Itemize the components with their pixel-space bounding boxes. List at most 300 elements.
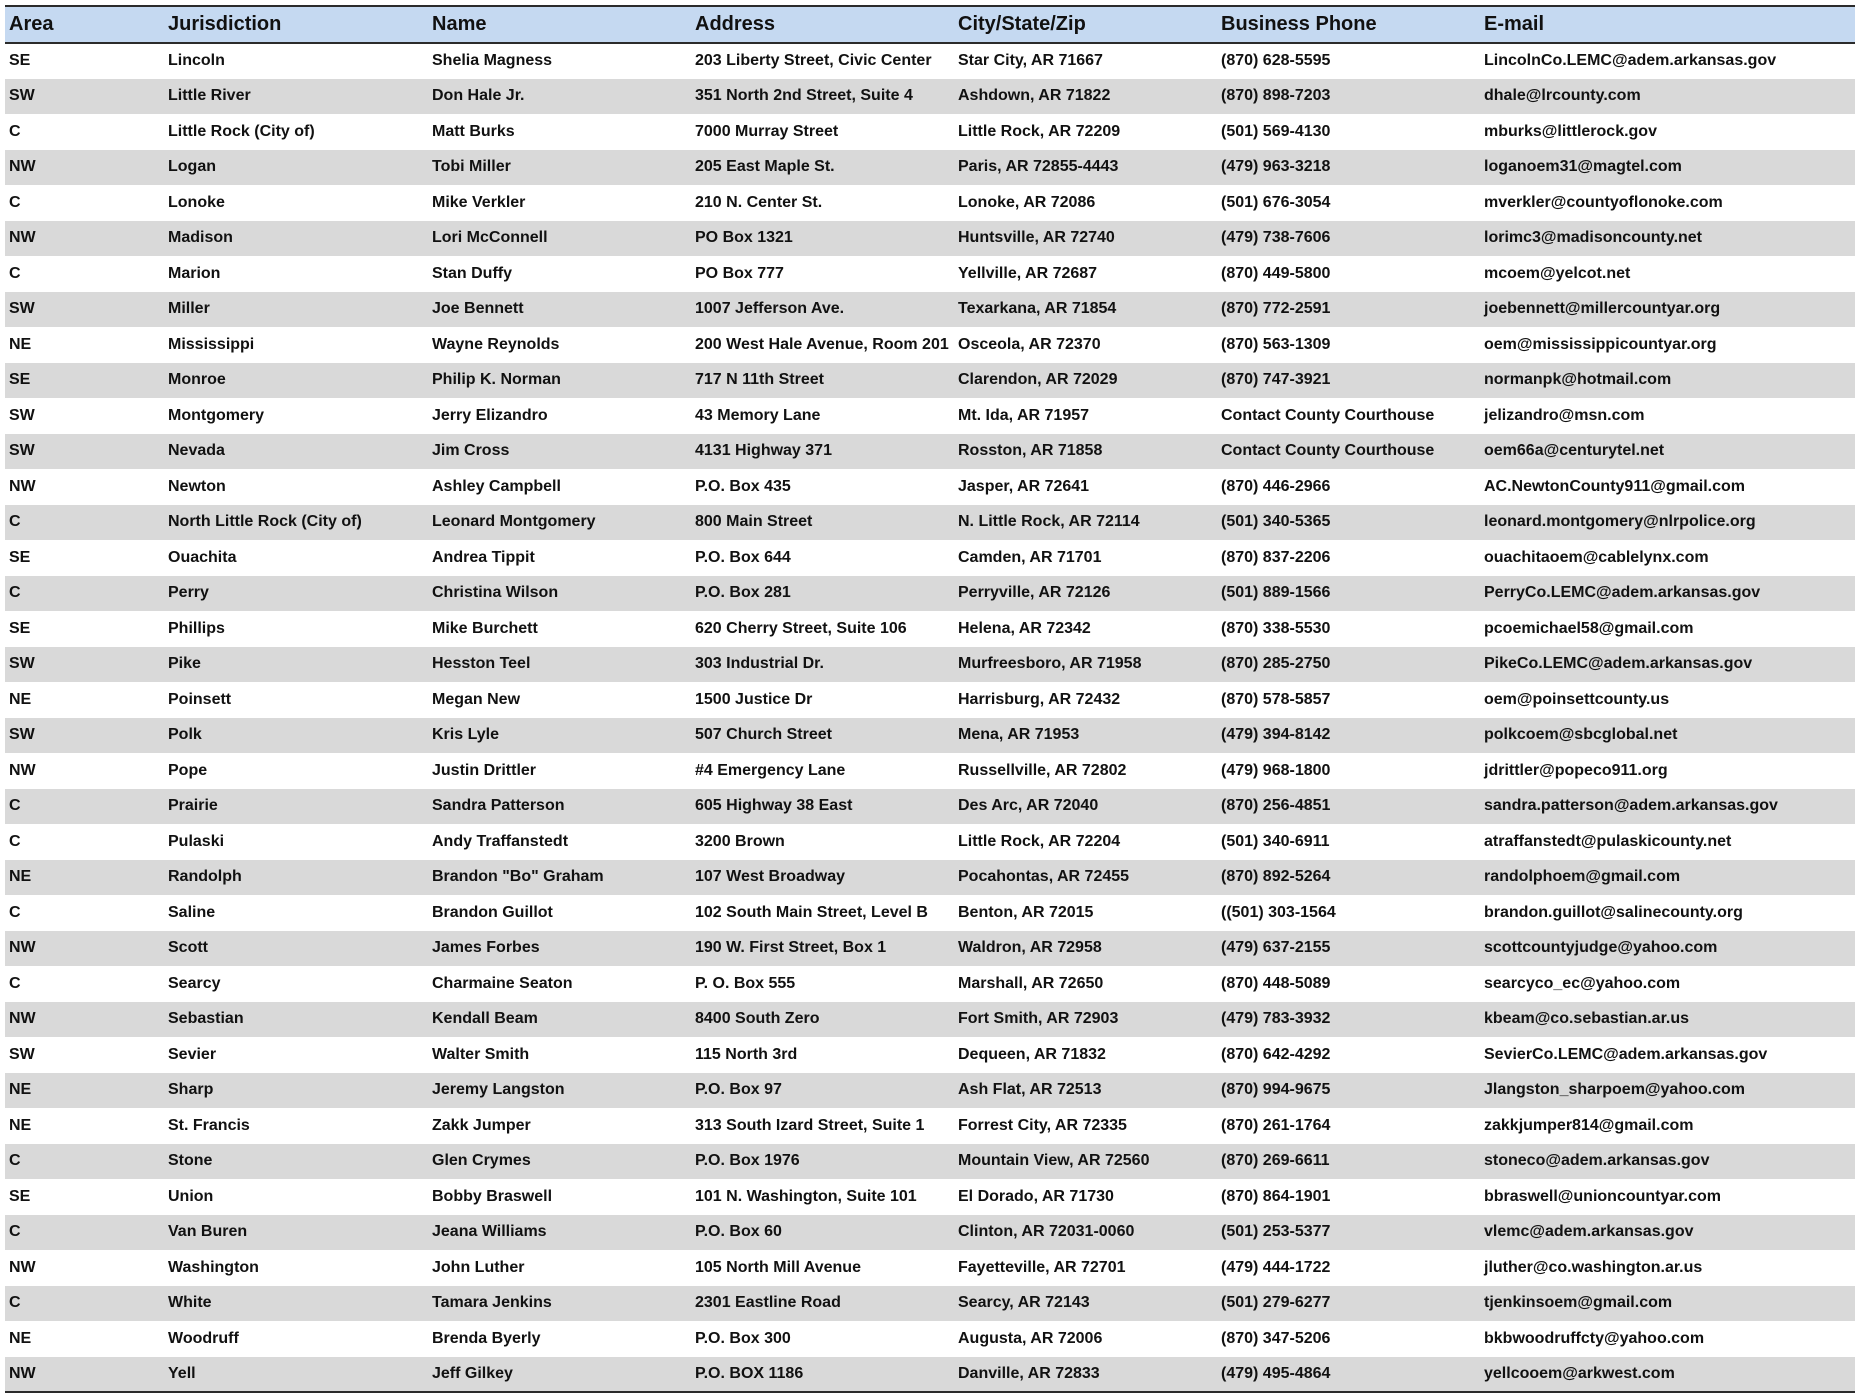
contact-directory-sheet xyxy=(5,5,1855,1393)
table-row xyxy=(5,611,1855,647)
cell-city-state-zip: Fort Smith, AR 72903 xyxy=(958,1010,1119,1028)
cell-name: Justin Drittler xyxy=(432,761,537,779)
cell-name: Andrea Tippit xyxy=(432,548,535,566)
header-business-phone: Business Phone xyxy=(1217,6,1480,43)
cell-email: dhale@lrcounty.com xyxy=(1484,87,1641,105)
table-row xyxy=(5,576,1855,612)
cell-jurisdiction: Washington xyxy=(168,1258,259,1276)
cell-business-phone: (870) 578-5857 xyxy=(1221,690,1331,708)
cell-business-phone: (501) 889-1566 xyxy=(1221,584,1331,602)
cell-name: Megan New xyxy=(432,690,521,708)
cell-jurisdiction: Little River xyxy=(168,87,251,105)
cell-area: SE xyxy=(9,52,31,70)
cell-city-state-zip: Danville, AR 72833 xyxy=(954,1357,1217,1393)
cell-area: C xyxy=(9,513,21,531)
cell-jurisdiction: Ouachita xyxy=(168,548,237,566)
cell-city-state-zip: Lonoke, AR 72086 xyxy=(958,193,1096,211)
cell-address: P.O. Box 281 xyxy=(695,584,791,602)
cell-area: NE xyxy=(9,868,32,886)
cell-business-phone: (870) 446-2966 xyxy=(1221,477,1331,495)
cell-address: PO Box 777 xyxy=(695,264,784,282)
cell-address: 351 North 2nd Street, Suite 4 xyxy=(695,87,913,105)
cell-business-phone: (501) 676-3054 xyxy=(1221,193,1331,211)
cell-jurisdiction: Logan xyxy=(168,158,216,176)
cell-area: SE xyxy=(9,1187,31,1205)
cell-jurisdiction: Sevier xyxy=(168,1045,217,1063)
cell-business-phone: (870) 642-4292 xyxy=(1221,1045,1331,1063)
cell-address: P.O. Box 300 xyxy=(695,1329,791,1347)
cell-email: jdrittler@popeco911.org xyxy=(1484,761,1668,779)
header-name: Name xyxy=(428,6,691,43)
cell-jurisdiction: Poinsett xyxy=(168,690,232,708)
cell-area: NW xyxy=(9,939,36,957)
cell-address: 190 W. First Street, Box 1 xyxy=(695,939,887,957)
cell-jurisdiction: Nevada xyxy=(168,442,225,460)
header-email: E-mail xyxy=(1480,6,1855,43)
cell-area: SE xyxy=(9,619,31,637)
cell-area: NW xyxy=(9,761,36,779)
cell-city-state-zip: Little Rock, AR 72204 xyxy=(958,832,1121,850)
cell-address: 313 South Izard Street, Suite 1 xyxy=(695,1116,925,1134)
cell-address: 605 Highway 38 East xyxy=(695,797,853,815)
cell-business-phone: (501) 253-5377 xyxy=(1221,1223,1331,1241)
cell-business-phone: (870) 563-1309 xyxy=(1221,335,1331,353)
cell-city-state-zip: Des Arc, AR 72040 xyxy=(958,797,1099,815)
cell-business-phone: (479) 394-8142 xyxy=(1221,726,1331,744)
cell-business-phone: (479) 495-4864 xyxy=(1217,1357,1480,1393)
cell-address: 507 Church Street xyxy=(695,726,832,744)
table-row xyxy=(5,363,1855,399)
cell-name: James Forbes xyxy=(432,939,540,957)
cell-area: NE xyxy=(9,1329,32,1347)
cell-address: #4 Emergency Lane xyxy=(695,761,846,779)
table-row xyxy=(5,434,1855,470)
cell-city-state-zip: Star City, AR 71667 xyxy=(958,52,1103,70)
cell-address: P. O. Box 555 xyxy=(695,974,796,992)
table-row xyxy=(5,1215,1855,1251)
cell-email: PikeCo.LEMC@adem.arkansas.gov xyxy=(1484,655,1753,673)
cell-area: NE xyxy=(9,335,32,353)
cell-business-phone: (479) 444-1722 xyxy=(1221,1258,1331,1276)
cell-business-phone: (870) 747-3921 xyxy=(1221,371,1331,389)
cell-address: P.O. Box 1976 xyxy=(695,1152,800,1170)
cell-jurisdiction: Sebastian xyxy=(168,1010,244,1028)
table-header xyxy=(5,6,1855,43)
cell-name: Jim Cross xyxy=(432,442,510,460)
table-row xyxy=(5,256,1855,292)
cell-email: jluther@co.washington.ar.us xyxy=(1484,1258,1703,1276)
cell-address: 200 West Hale Avenue, Room 201 xyxy=(695,335,949,353)
cell-name: Kris Lyle xyxy=(432,726,499,744)
cell-area: NW xyxy=(5,1357,164,1393)
cell-name: John Luther xyxy=(432,1258,525,1276)
cell-city-state-zip: Yellville, AR 72687 xyxy=(958,264,1098,282)
cell-city-state-zip: Rosston, AR 71858 xyxy=(958,442,1103,460)
cell-email: atraffanstedt@pulaskicounty.net xyxy=(1484,832,1732,850)
header-area: Area xyxy=(5,6,164,43)
table-row xyxy=(5,966,1855,1002)
cell-business-phone: Contact County Courthouse xyxy=(1221,406,1435,424)
cell-business-phone: (479) 963-3218 xyxy=(1221,158,1331,176)
cell-address: P.O. BOX 1186 xyxy=(691,1357,954,1393)
cell-name: Mike Burchett xyxy=(432,619,538,637)
cell-business-phone: (870) 864-1901 xyxy=(1221,1187,1331,1205)
cell-email: AC.NewtonCounty911@gmail.com xyxy=(1484,477,1745,495)
cell-business-phone: (479) 968-1800 xyxy=(1221,761,1331,779)
cell-area: SW xyxy=(9,300,35,318)
cell-business-phone: (501) 340-6911 xyxy=(1221,832,1330,850)
cell-name: Brandon "Bo" Graham xyxy=(432,868,604,886)
cell-city-state-zip: Mt. Ida, AR 71957 xyxy=(958,406,1090,424)
table-body xyxy=(5,43,1855,1392)
table-row xyxy=(5,860,1855,896)
cell-business-phone: (870) 261-1764 xyxy=(1221,1116,1331,1134)
cell-area: NW xyxy=(9,477,36,495)
cell-business-phone: (870) 449-5800 xyxy=(1221,264,1331,282)
cell-city-state-zip: Pocahontas, AR 72455 xyxy=(958,868,1130,886)
cell-name: Jeff Gilkey xyxy=(428,1357,691,1393)
cell-email: zakkjumper814@gmail.com xyxy=(1484,1116,1694,1134)
cell-area: C xyxy=(9,974,21,992)
cell-jurisdiction: Newton xyxy=(168,477,226,495)
cell-area: C xyxy=(9,122,21,140)
cell-business-phone: (870) 628-5595 xyxy=(1221,52,1331,70)
cell-jurisdiction: Searcy xyxy=(168,974,221,992)
cell-jurisdiction: Lonoke xyxy=(168,193,225,211)
cell-area: SW xyxy=(9,726,35,744)
cell-name: Joe Bennett xyxy=(432,300,524,318)
cell-jurisdiction: Mississippi xyxy=(168,335,255,353)
cell-city-state-zip: Harrisburg, AR 72432 xyxy=(958,690,1121,708)
cell-address: 203 Liberty Street, Civic Center xyxy=(695,52,932,70)
header-address: Address xyxy=(691,6,954,43)
cell-name: Mike Verkler xyxy=(432,193,526,211)
cell-area: C xyxy=(9,264,21,282)
table-row xyxy=(5,150,1855,186)
table-row xyxy=(5,505,1855,541)
cell-email: bkbwoodruffcty@yahoo.com xyxy=(1484,1329,1705,1347)
table-row xyxy=(5,789,1855,825)
cell-name: Philip K. Norman xyxy=(432,371,561,389)
table-row xyxy=(5,824,1855,860)
table-row xyxy=(5,114,1855,150)
cell-city-state-zip: N. Little Rock, AR 72114 xyxy=(958,513,1140,531)
cell-email: leonard.montgomery@nlrpolice.org xyxy=(1484,513,1756,531)
cell-jurisdiction: Monroe xyxy=(168,371,226,389)
cell-jurisdiction: Prairie xyxy=(168,797,218,815)
cell-area: C xyxy=(9,832,21,850)
cell-name: Brandon Guillot xyxy=(432,903,553,921)
cell-city-state-zip: Jasper, AR 72641 xyxy=(958,477,1090,495)
cell-name: Hesston Teel xyxy=(432,655,531,673)
cell-city-state-zip: Fayetteville, AR 72701 xyxy=(958,1258,1126,1276)
cell-address: P.O. Box 644 xyxy=(695,548,791,566)
cell-area: NE xyxy=(9,1081,32,1099)
cell-jurisdiction: St. Francis xyxy=(168,1116,250,1134)
cell-address: 2301 Eastline Road xyxy=(695,1294,841,1312)
cell-business-phone: (870) 347-5206 xyxy=(1221,1329,1331,1347)
cell-business-phone: (870) 892-5264 xyxy=(1221,868,1331,886)
cell-email: mburks@littlerock.gov xyxy=(1484,122,1657,140)
cell-email: pcoemichael58@gmail.com xyxy=(1484,619,1694,637)
cell-city-state-zip: Forrest City, AR 72335 xyxy=(958,1116,1127,1134)
cell-area: C xyxy=(9,1294,21,1312)
cell-jurisdiction: Lincoln xyxy=(168,52,225,70)
table-row xyxy=(5,1108,1855,1144)
cell-name: Christina Wilson xyxy=(432,584,559,602)
cell-email: polkcoem@sbcglobal.net xyxy=(1484,726,1678,744)
table-row xyxy=(5,292,1855,328)
cell-name: Wayne Reynolds xyxy=(432,335,560,353)
cell-jurisdiction: Scott xyxy=(168,939,208,957)
cell-email: mverkler@countyoflonoke.com xyxy=(1484,193,1723,211)
cell-jurisdiction: Pope xyxy=(168,761,208,779)
table-row xyxy=(5,79,1855,115)
cell-city-state-zip: Russellville, AR 72802 xyxy=(958,761,1127,779)
cell-business-phone: ((501) 303-1564 xyxy=(1221,903,1336,921)
cell-area: SE xyxy=(9,371,31,389)
cell-email: oem@mississippicountyar.org xyxy=(1484,335,1717,353)
cell-area: SW xyxy=(9,87,35,105)
cell-email: PerryCo.LEMC@adem.arkansas.gov xyxy=(1484,584,1761,602)
cell-name: Ashley Campbell xyxy=(432,477,561,495)
cell-area: NW xyxy=(9,158,36,176)
cell-area: SW xyxy=(9,1045,35,1063)
table-row xyxy=(5,682,1855,718)
table-row xyxy=(5,185,1855,221)
cell-city-state-zip: Benton, AR 72015 xyxy=(958,903,1094,921)
cell-name: Tamara Jenkins xyxy=(432,1294,552,1312)
cell-area: C xyxy=(9,584,21,602)
table-row xyxy=(5,895,1855,931)
cell-name: Glen Crymes xyxy=(432,1152,531,1170)
cell-city-state-zip: Murfreesboro, AR 71958 xyxy=(958,655,1142,673)
cell-email: joebennett@millercountyar.org xyxy=(1484,300,1721,318)
cell-address: 8400 South Zero xyxy=(695,1010,820,1028)
cell-jurisdiction: White xyxy=(168,1294,212,1312)
cell-city-state-zip: Texarkana, AR 71854 xyxy=(958,300,1117,318)
cell-business-phone: (870) 285-2750 xyxy=(1221,655,1331,673)
table-row xyxy=(5,1144,1855,1180)
cell-jurisdiction: Montgomery xyxy=(168,406,264,424)
table-row xyxy=(5,647,1855,683)
cell-name: Stan Duffy xyxy=(432,264,512,282)
cell-city-state-zip: Ash Flat, AR 72513 xyxy=(958,1081,1102,1099)
cell-area: SW xyxy=(9,406,35,424)
cell-email: loganoem31@magtel.com xyxy=(1484,158,1682,176)
table-row xyxy=(5,1073,1855,1109)
cell-address: 1500 Justice Dr xyxy=(695,690,813,708)
cell-email: oem@poinsettcounty.us xyxy=(1484,690,1670,708)
cell-email: lorimc3@madisoncounty.net xyxy=(1484,229,1703,247)
cell-name: Zakk Jumper xyxy=(432,1116,531,1134)
cell-city-state-zip: Huntsville, AR 72740 xyxy=(958,229,1115,247)
cell-jurisdiction: Phillips xyxy=(168,619,225,637)
cell-city-state-zip: Waldron, AR 72958 xyxy=(958,939,1102,957)
cell-email: tjenkinsoem@gmail.com xyxy=(1484,1294,1673,1312)
cell-jurisdiction: Polk xyxy=(168,726,202,744)
cell-email: brandon.guillot@salinecounty.org xyxy=(1484,903,1743,921)
cell-address: P.O. Box 435 xyxy=(695,477,791,495)
cell-jurisdiction: Stone xyxy=(168,1152,213,1170)
table-row xyxy=(5,469,1855,505)
cell-email: sandra.patterson@adem.arkansas.gov xyxy=(1484,797,1778,815)
cell-email: normanpk@hotmail.com xyxy=(1484,371,1672,389)
cell-area: NE xyxy=(9,690,32,708)
cell-name: Walter Smith xyxy=(432,1045,530,1063)
table-row xyxy=(5,931,1855,967)
cell-jurisdiction: Little Rock (City of) xyxy=(168,122,315,140)
cell-address: 205 East Maple St. xyxy=(695,158,835,176)
cell-business-phone: (479) 637-2155 xyxy=(1221,939,1331,957)
cell-area: C xyxy=(9,1152,21,1170)
cell-address: 107 West Broadway xyxy=(695,868,845,886)
cell-address: 1007 Jefferson Ave. xyxy=(695,300,845,318)
cell-name: Bobby Braswell xyxy=(432,1187,553,1205)
cell-address: 102 South Main Street, Level B xyxy=(695,903,928,921)
cell-jurisdiction: Union xyxy=(168,1187,214,1205)
cell-city-state-zip: Osceola, AR 72370 xyxy=(958,335,1101,353)
cell-email: LincolnCo.LEMC@adem.arkansas.gov xyxy=(1484,52,1777,70)
cell-name: Charmaine Seaton xyxy=(432,974,573,992)
table-row xyxy=(5,398,1855,434)
cell-area: C xyxy=(9,193,21,211)
cell-address: 101 N. Washington, Suite 101 xyxy=(695,1187,917,1205)
cell-name: Kendall Beam xyxy=(432,1010,538,1028)
cell-address: P.O. Box 97 xyxy=(695,1081,782,1099)
cell-name: Leonard Montgomery xyxy=(432,513,596,531)
cell-address: 717 N 11th Street xyxy=(695,371,824,389)
table-row xyxy=(5,1179,1855,1215)
cell-name: Jeana Williams xyxy=(432,1223,547,1241)
header-city-state-zip: City/State/Zip xyxy=(954,6,1217,43)
cell-city-state-zip: Helena, AR 72342 xyxy=(958,619,1091,637)
cell-city-state-zip: Marshall, AR 72650 xyxy=(958,974,1104,992)
cell-city-state-zip: Little Rock, AR 72209 xyxy=(958,122,1121,140)
cell-city-state-zip: Mountain View, AR 72560 xyxy=(958,1152,1150,1170)
cell-city-state-zip: Paris, AR 72855-4443 xyxy=(958,158,1119,176)
cell-email: scottcountyjudge@yahoo.com xyxy=(1484,939,1718,957)
cell-email: stoneco@adem.arkansas.gov xyxy=(1484,1152,1710,1170)
header-row xyxy=(5,6,1855,43)
cell-email: vlemc@adem.arkansas.gov xyxy=(1484,1223,1694,1241)
cell-address: 4131 Highway 371 xyxy=(695,442,832,460)
cell-email: Jlangston_sharpoem@yahoo.com xyxy=(1484,1081,1745,1099)
cell-area: SE xyxy=(9,548,31,566)
cell-jurisdiction: Pulaski xyxy=(168,832,225,850)
cell-name: Brenda Byerly xyxy=(432,1329,541,1347)
cell-name: Don Hale Jr. xyxy=(432,87,525,105)
cell-name: Matt Burks xyxy=(432,122,515,140)
cell-business-phone: (870) 338-5530 xyxy=(1221,619,1331,637)
cell-jurisdiction: Sharp xyxy=(168,1081,214,1099)
table-row xyxy=(5,1321,1855,1357)
cell-jurisdiction: Randolph xyxy=(168,868,242,886)
cell-email: SevierCo.LEMC@adem.arkansas.gov xyxy=(1484,1045,1768,1063)
cell-business-phone: (479) 738-7606 xyxy=(1221,229,1331,247)
table-row xyxy=(5,1357,1855,1393)
cell-city-state-zip: Camden, AR 71701 xyxy=(958,548,1102,566)
cell-jurisdiction: Van Buren xyxy=(168,1223,248,1241)
cell-jurisdiction: North Little Rock (City of) xyxy=(168,513,362,531)
cell-business-phone: (501) 279-6277 xyxy=(1221,1294,1331,1312)
cell-address: 620 Cherry Street, Suite 106 xyxy=(695,619,907,637)
cell-business-phone: (870) 837-2206 xyxy=(1221,548,1331,566)
cell-area: NE xyxy=(9,1116,32,1134)
cell-city-state-zip: Clinton, AR 72031-0060 xyxy=(958,1223,1135,1241)
table-row xyxy=(5,1002,1855,1038)
table-row xyxy=(5,327,1855,363)
cell-city-state-zip: Perryville, AR 72126 xyxy=(958,584,1111,602)
cell-email: searcyco_ec@yahoo.com xyxy=(1484,974,1681,992)
cell-address: 7000 Murray Street xyxy=(695,122,839,140)
cell-area: SW xyxy=(9,655,35,673)
cell-business-phone: (501) 569-4130 xyxy=(1221,122,1331,140)
cell-business-phone: (870) 448-5089 xyxy=(1221,974,1331,992)
cell-address: 303 Industrial Dr. xyxy=(695,655,824,673)
cell-city-state-zip: Clarendon, AR 72029 xyxy=(958,371,1118,389)
cell-area: C xyxy=(9,797,21,815)
cell-jurisdiction: Madison xyxy=(168,229,233,247)
cell-jurisdiction: Marion xyxy=(168,264,221,282)
cell-address: 800 Main Street xyxy=(695,513,813,531)
cell-jurisdiction: Woodruff xyxy=(168,1329,239,1347)
table-row xyxy=(5,718,1855,754)
cell-name: Jeremy Langston xyxy=(432,1081,565,1099)
cell-city-state-zip: Ashdown, AR 71822 xyxy=(958,87,1111,105)
contact-table xyxy=(5,5,1855,1393)
cell-email: mcoem@yelcot.net xyxy=(1484,264,1631,282)
cell-business-phone: Contact County Courthouse xyxy=(1221,442,1435,460)
cell-area: SW xyxy=(9,442,35,460)
cell-business-phone: (870) 256-4851 xyxy=(1221,797,1331,815)
cell-address: P.O. Box 60 xyxy=(695,1223,782,1241)
cell-address: 43 Memory Lane xyxy=(695,406,821,424)
table-row xyxy=(5,1250,1855,1286)
cell-city-state-zip: Augusta, AR 72006 xyxy=(958,1329,1103,1347)
cell-business-phone: (870) 269-6611 xyxy=(1221,1152,1330,1170)
cell-name: Jerry Elizandro xyxy=(432,406,548,424)
cell-address: 210 N. Center St. xyxy=(695,193,823,211)
cell-name: Sandra Patterson xyxy=(432,797,565,815)
table-row xyxy=(5,1286,1855,1322)
cell-jurisdiction: Pike xyxy=(168,655,201,673)
cell-area: NW xyxy=(9,1258,36,1276)
cell-name: Lori McConnell xyxy=(432,229,548,247)
cell-business-phone: (479) 783-3932 xyxy=(1221,1010,1331,1028)
table-row xyxy=(5,43,1855,79)
cell-email: jelizandro@msn.com xyxy=(1484,406,1645,424)
cell-address: 105 North Mill Avenue xyxy=(695,1258,861,1276)
cell-jurisdiction: Saline xyxy=(168,903,216,921)
cell-address: 115 North 3rd xyxy=(695,1045,798,1063)
cell-name: Andy Traffanstedt xyxy=(432,832,569,850)
cell-city-state-zip: Dequeen, AR 71832 xyxy=(958,1045,1106,1063)
cell-email: oem66a@centurytel.net xyxy=(1484,442,1665,460)
cell-area: C xyxy=(9,1223,21,1241)
cell-city-state-zip: Mena, AR 71953 xyxy=(958,726,1080,744)
cell-jurisdiction: Perry xyxy=(168,584,209,602)
header-jurisdiction: Jurisdiction xyxy=(164,6,428,43)
cell-address: 3200 Brown xyxy=(695,832,785,850)
cell-address: PO Box 1321 xyxy=(695,229,793,247)
cell-city-state-zip: Searcy, AR 72143 xyxy=(958,1294,1090,1312)
cell-jurisdiction: Yell xyxy=(164,1357,428,1393)
cell-area: NW xyxy=(9,229,36,247)
cell-business-phone: (870) 772-2591 xyxy=(1221,300,1331,318)
cell-business-phone: (870) 898-7203 xyxy=(1221,87,1331,105)
cell-jurisdiction: Miller xyxy=(168,300,210,318)
